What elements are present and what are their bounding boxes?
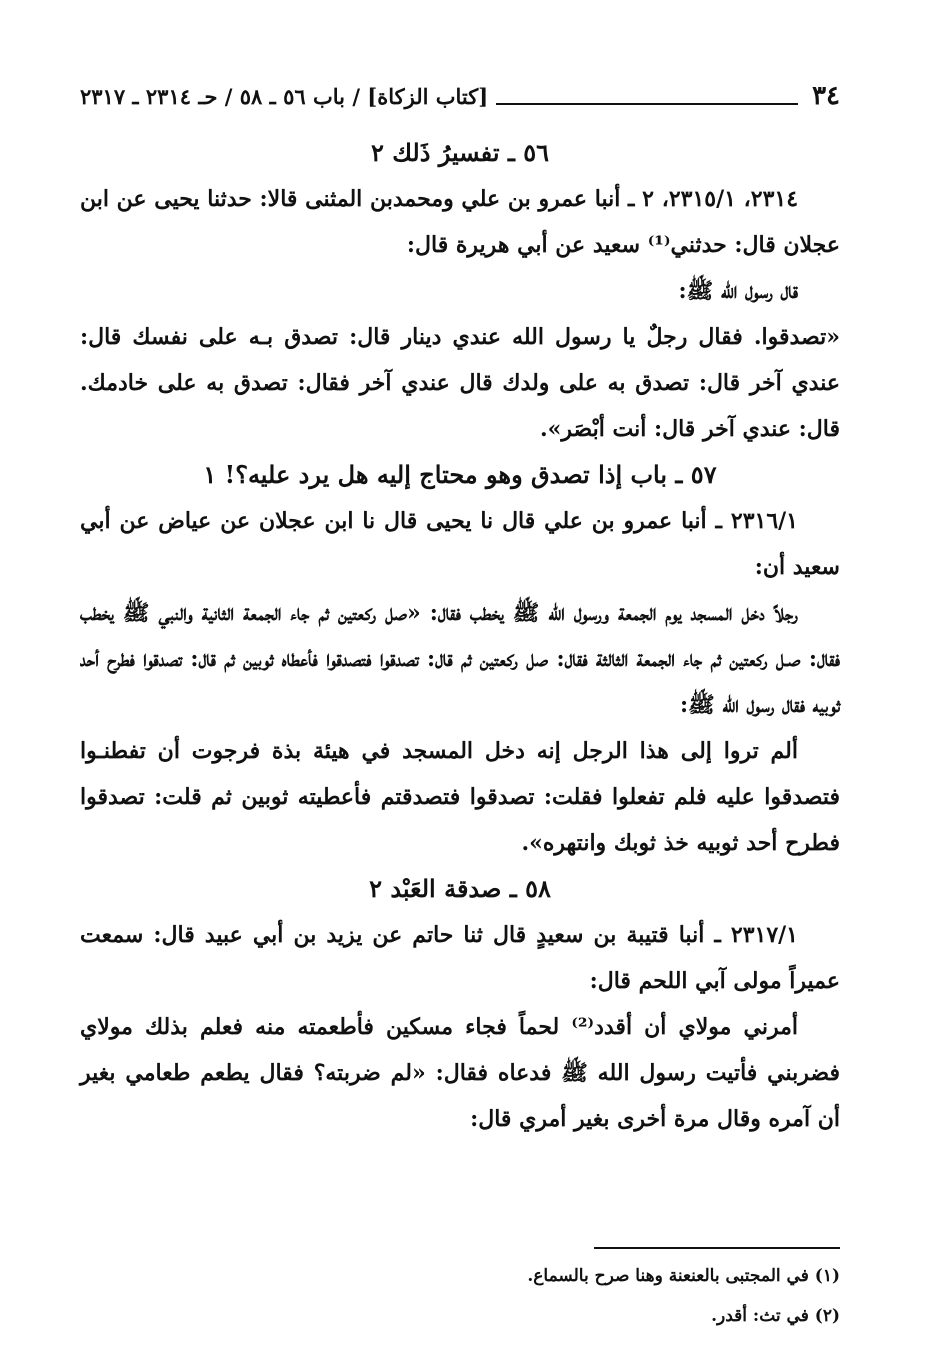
hadith-number: ٢٣١٦/١ — [730, 508, 798, 534]
hadith-paragraph — [80, 176, 840, 268]
page-number: ٣٤ — [812, 81, 840, 111]
main-text — [80, 130, 840, 1142]
hadith-paragraph — [80, 498, 840, 590]
hadith-text: قال رسول الله ﷺ: — [678, 278, 798, 304]
running-title: [كتاب الزكاة] / باب ٥٦ ـ ٥٨ / حـ ٢٣١٤ ـ ٢٣١٧ — [80, 83, 489, 109]
hadith-text: «تصدقوا. فقال رجلٌ يا رسول الله عندي دينار قال: تصدق بـه على نفسك قال: عندي آخر قال: تصدق به على ولدك قال عندي آخر فقال: تصدق به على خادمك. قال: عندي آخر قال: أنت أبْصَر». — [80, 324, 840, 442]
hadith-text: رجلاً دخل المسجد يوم الجمعة ورسول الله ﷺ يخطب فقال: «صل ركعتين ثم جاء الجمعة الثانية والنبي ﷺ يخطب فقال: صـل ركعتين ثم جاء الجمعة الثالثة فقال: صل ركعتين ثم قال: تصدقوا فتصدقوا فأعطاه ثوبين ثم قال: تصدقوا فطرح أحد ثوبيه فقال رسول الله ﷺ: — [80, 600, 840, 718]
hadith-paragraph — [80, 912, 840, 1004]
footnotes — [80, 1256, 840, 1336]
hadith-text: ألم تروا إلى هذا الرجل إنه دخل المسجد في هيئة بذة فرجوت أن تفطنـوا فتصدقوا عليه فلم تفعلوا فقلت: تصدقوا فتصدقتم فأعطيته ثوبين ثم قلت: تصدقوا فطرح أحد ثوبيه خذ ثوبك وانتهره». — [80, 738, 840, 856]
hadith-number: ٢٣١٧/١ — [730, 922, 798, 948]
page-header — [80, 78, 840, 114]
footnote-separator — [594, 1247, 840, 1249]
section-heading: ٥٧ ـ باب إذا تصدق وهو محتاج إليه هل يرد عليه؟! ١ — [203, 460, 717, 489]
hadith-text: ـ أنبا عمرو بن علي قال نا يحيى قال نا ابن عجلان عن عياض عن أبي سعيد أن: — [80, 508, 840, 580]
hadith-number: ٢٣١٤، ٢٣١٥/١، ٢ — [642, 186, 799, 212]
hadith-text: أمرني مولاي أن أقدد⁽²⁾ لحماً فجاء مسكين فأطعمته منه فعلم بذلك مولاي فضربني فأتيت رسول الله ﷺ فدعاه فقال: «لم ضربته؟ فقال يطعم طعامي بغير أن آمره وقال مرة أخرى بغير أمري قال: — [80, 1014, 840, 1132]
footnote-item: (١) في المجتبى بالعنعنة وهنا صرح بالسماع. — [527, 1266, 840, 1286]
hadith-text: ـ أنبا عمرو بن علي ومحمدبن المثنى قالا: حدثنا يحيى عن ابن عجلان قال: حدثني⁽¹⁾ سعيد عن أبي هريرة قال: — [80, 186, 840, 258]
section-heading: ٥٨ ـ صدقة العَبْد ٢ — [369, 874, 551, 903]
header-rule — [496, 87, 798, 105]
footnote-item: (٢) في تث: أقدر. — [711, 1306, 840, 1326]
hadith-text: ـ أنبا قتيبة بن سعيدٍ قال ثنا حاتم عن يزيد بن أبي عبيد قال: سمعت عميراً مولى آبي اللحم قال: — [80, 922, 840, 994]
section-heading: ٥٦ ـ تفسيرُ ذَلك ٢ — [370, 138, 550, 167]
